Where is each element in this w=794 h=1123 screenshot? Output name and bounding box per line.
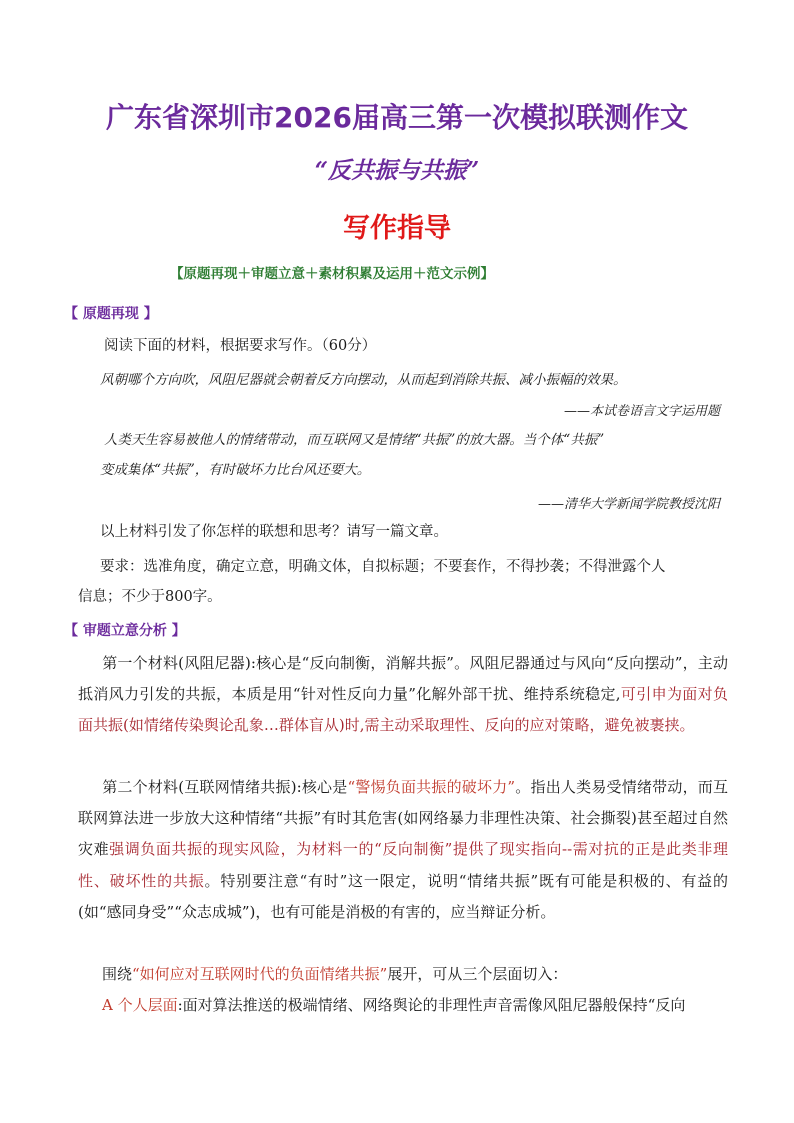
analysis-p2-text-c: 。特别要注意“有时”这一限定，说明“情绪共振”既有可能是积极的、有益的(如“感同身受”“众志成城”)，也有可能是消极的有害的，应当辩证分析。 — [78, 871, 728, 921]
analysis-p2-text-a: 第二个材料(互联网情绪共振):核心是 — [102, 778, 348, 796]
analysis-paragraph-4 — [78, 990, 728, 1021]
analysis-p1-highlight: 可引申为面对负面共振(如情绪传染舆论乱象…群体盲从)时,需主动采取理性、反向的应对策略，避免被裹挟。 — [78, 685, 728, 735]
prompt-requirements-line2: 信息；不少于800字。 — [78, 589, 222, 605]
analysis-paragraph-1 — [78, 648, 728, 742]
analysis-p2-highlight-a: “警惕负面共振的破坏力” — [347, 778, 516, 796]
analysis-paragraph-2 — [78, 772, 728, 928]
analysis-p2-highlight-b: 强调负面共振的现实风险，为材料一的“反向制衡”提供了现实指向--需对抗的正是此类非理性、破坏性的共振 — [78, 840, 728, 890]
material-quote-2-line1: 人类天生容易被他人的情绪带动，而互联网又是情绪“共振”的放大器。当个体“共振” — [104, 432, 605, 448]
sections-summary: 【原题再现＋审题立意＋素材积累及运用＋范文示例】 — [170, 266, 494, 282]
analysis-paragraph-3 — [78, 959, 728, 990]
prompt-requirements-line1: 要求：选准角度，确定立意，明确文体，自拟标题；不要套作，不得抄袭；不得泄露个人 — [100, 559, 666, 575]
document-title: 广东省深圳市2026届高三第一次模拟联测作文 — [106, 101, 688, 134]
section-heading-analysis: 【 审题立意分析 】 — [64, 623, 186, 639]
material-quote-1: 风朝哪个方向吹，风阻尼器就会朝着反方向摆动，从而起到消除共振、减小振幅的效果。 — [100, 372, 627, 388]
material-source-1: ——本试卷语言文字运用题 — [563, 404, 720, 419]
analysis-p1-text: 第一个材料(风阻尼器):核心是“反向制衡，消解共振”。风阻尼器通过与风向“反向摆动”，主动抵消风力引发的共振，本质是用“针对性反向力量”化解外部干扰、维持系统稳定, — [78, 654, 728, 704]
analysis-p3-highlight: “如何应对互联网时代的负面情绪共振” — [132, 965, 388, 983]
section-heading-original: 【 原题再现 】 — [64, 306, 158, 322]
analysis-p3-text-a: 围绕 — [102, 965, 133, 983]
analysis-p4-label: A 个人层面 — [102, 996, 178, 1014]
guide-heading: 写作指导 — [343, 213, 451, 244]
material-quote-2-line2: 变成集体“共振”，有时破坏力比台风还要大。 — [100, 462, 371, 478]
prompt-question: 以上材料引发了你怎样的联想和思考？请写一篇文章。 — [100, 524, 448, 540]
analysis-p2-text-b: 。指出人类易受情绪带动，而互联网算法进一步放大这种情绪“共振”有时其危害(如网络暴力非理性决策、社会撕裂)甚至超过自然灾难 — [78, 778, 728, 859]
material-source-2: ——清华大学新闻学院教授沈阳 — [537, 497, 720, 512]
analysis-p3-text-b: 展开，可从三个层面切入： — [387, 965, 568, 983]
prompt-intro: 阅读下面的材料，根据要求写作。（60分） — [104, 338, 377, 354]
analysis-p4-text: :面对算法推送的极端情绪、网络舆论的非理性声音需像风阻尼器般保持“反向 — [177, 996, 686, 1014]
document-subtitle: “反共振与共振” — [314, 157, 480, 184]
